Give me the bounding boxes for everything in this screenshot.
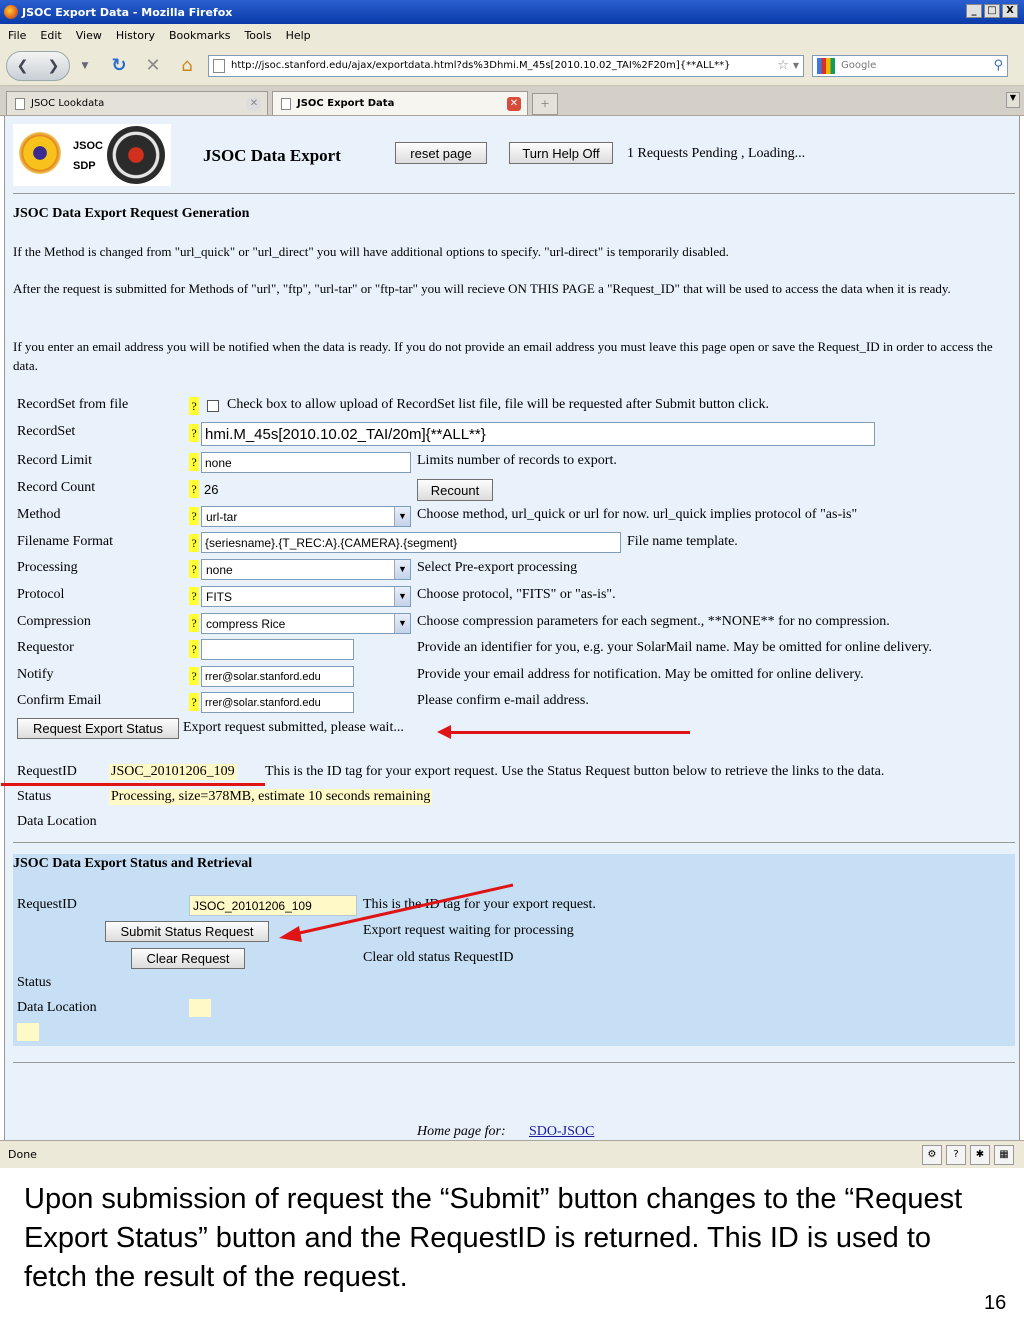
search-placeholder: Google	[841, 60, 877, 71]
tool-icon[interactable]: ✱	[970, 1145, 990, 1165]
request-section-title: JSOC Data Export Request Generation	[13, 206, 250, 221]
processing-description: Select Pre-export processing	[417, 560, 578, 575]
close-window-button[interactable]: X	[1002, 4, 1018, 18]
processing-selected-value: none	[206, 562, 233, 577]
history-dropdown-icon[interactable]: ▼	[81, 60, 89, 71]
status-request-message: Export request waiting for processing	[363, 923, 574, 938]
turn-help-off-button[interactable]: Turn Help Off	[509, 142, 613, 164]
status-requestid-description: This is the ID tag for your export request.	[363, 897, 596, 912]
chevron-down-icon[interactable]: ▼	[394, 587, 410, 606]
back-forward-buttons[interactable]	[6, 51, 70, 81]
page-title: JSOC Data Export	[203, 146, 341, 165]
submit-status-request-button[interactable]: Submit Status Request	[105, 921, 269, 942]
page-content	[4, 116, 1020, 1140]
filename-format-description: File name template.	[627, 534, 738, 549]
help-icon[interactable]: ?	[189, 667, 199, 685]
record-limit-label: Record Limit	[17, 453, 93, 468]
help-icon[interactable]: ?	[189, 560, 199, 578]
info-paragraph: After the request is submitted for Methods of "url", "ftp", "url-tar" or "ftp-tar" you will recieve ON THIS PAGE a "Request_ID" that will be used to access the data when it is ready.	[13, 281, 951, 296]
tab-label: JSOC Export Data	[297, 98, 395, 109]
submit-message: Export request submitted, please wait...	[183, 720, 404, 735]
search-box[interactable]	[812, 55, 1008, 77]
request-export-status-button[interactable]: Request Export Status	[17, 718, 179, 739]
bookmark-star-icon[interactable]: ☆	[777, 58, 789, 73]
annotation-arrow-diagonal	[5, 116, 1021, 1140]
protocol-selected-value: FITS	[206, 589, 232, 604]
compression-description: Choose compression parameters for each segment., **NONE** for no compression.	[417, 614, 890, 629]
address-bar[interactable]	[208, 55, 804, 77]
compression-label: Compression	[17, 614, 91, 629]
data-location-label: Data Location	[17, 814, 97, 829]
menu-history[interactable]: History	[115, 28, 155, 42]
status-value: Processing, size=378MB, estimate 10 seconds remaining	[111, 789, 431, 804]
confirm-email-description: Please confirm e-mail address.	[417, 693, 589, 708]
addon-icon[interactable]: ⚙	[922, 1145, 942, 1165]
page-icon	[213, 59, 225, 73]
image-icon[interactable]: ▦	[994, 1145, 1014, 1165]
reload-icon[interactable]: ↻	[111, 55, 127, 76]
browser-status-bar	[0, 1140, 1024, 1168]
home-icon[interactable]: ⌂	[181, 55, 193, 76]
help-icon[interactable]: ?	[189, 480, 199, 498]
forward-arrow-icon[interactable]: ❯	[47, 57, 60, 74]
confirm-email-label: Confirm Email	[17, 693, 102, 708]
recordset-file-description: Check box to allow upload of RecordSet list file, file will be requested after Submit button click.	[227, 397, 769, 412]
menu-bar	[0, 24, 1024, 46]
method-label: Method	[17, 507, 61, 522]
notify-label: Notify	[17, 667, 54, 682]
filename-format-input[interactable]: {seriesname}.{T_REC:A}.{CAMERA}.{segment}	[201, 532, 621, 553]
help-icon[interactable]: ?	[189, 507, 199, 525]
record-count-label: Record Count	[17, 480, 96, 495]
help-icon[interactable]: ?	[189, 587, 199, 605]
help-icon[interactable]: ?	[189, 397, 199, 415]
compression-selected-value: compress Rice	[206, 616, 286, 631]
google-icon[interactable]	[817, 58, 835, 74]
chevron-down-icon[interactable]: ▼	[394, 507, 410, 526]
help-icon[interactable]: ?	[946, 1145, 966, 1165]
status-section-status-label: Status	[17, 975, 52, 990]
protocol-description: Choose protocol, "FITS" or "as-is".	[417, 587, 616, 602]
tab-label: JSOC Lookdata	[31, 98, 105, 109]
stop-icon[interactable]: ✕	[145, 55, 161, 76]
logo-text: JSOC SDP	[73, 140, 103, 172]
confirm-email-input[interactable]: rrer@solar.stanford.edu	[201, 692, 354, 713]
menu-edit[interactable]: Edit	[40, 28, 62, 42]
filename-format-label: Filename Format	[17, 534, 114, 549]
record-count-value: 26	[204, 482, 219, 497]
clear-request-description: Clear old status RequestID	[363, 950, 514, 965]
page-icon	[15, 98, 25, 110]
help-icon[interactable]: ?	[189, 614, 199, 632]
window-titlebar	[0, 0, 1024, 24]
firefox-icon	[4, 5, 18, 19]
tab-bar	[0, 86, 1024, 116]
processing-label: Processing	[17, 560, 78, 575]
chevron-down-icon[interactable]: ▼	[394, 614, 410, 633]
page-icon	[281, 98, 291, 110]
tab-jsoc-lookdata[interactable]	[6, 91, 268, 115]
url-dropdown-icon[interactable]: ▼	[792, 61, 799, 70]
home-page-label: Home page for:	[417, 1124, 506, 1139]
divider	[13, 1062, 1015, 1063]
method-selected-value: url-tar	[206, 509, 238, 524]
menu-tools[interactable]: Tools	[244, 28, 272, 42]
maximize-button[interactable]: □	[984, 4, 1000, 18]
status-text: Done	[8, 1148, 37, 1161]
requestid-label: RequestID	[17, 764, 77, 779]
requestid-value: JSOC_20101206_109	[111, 764, 235, 779]
notify-email-input[interactable]: rrer@solar.stanford.edu	[201, 666, 354, 687]
record-limit-description: Limits number of records to export.	[417, 453, 617, 468]
help-icon[interactable]: ?	[189, 693, 199, 711]
search-icon[interactable]: ⚲	[993, 58, 1003, 73]
status-requestid-input[interactable]: JSOC_20101206_109	[189, 895, 357, 916]
help-icon[interactable]: ?	[189, 534, 199, 552]
window-title: JSOC Export Data - Mozilla Firefox	[22, 5, 233, 19]
requestid-description: This is the ID tag for your export request. Use the Status Request button below to retrieve the links to the data.	[265, 764, 885, 779]
tab-jsoc-export-data[interactable]	[272, 91, 528, 115]
method-description: Choose method, url_quick or url for now. url_quick implies protocol of "as-is"	[417, 507, 858, 522]
status-section-data-location-label: Data Location	[17, 1000, 97, 1015]
recordset-input[interactable]: hmi.M_45s[2010.10.02_TAI/20m]{**ALL**}	[201, 422, 875, 446]
back-arrow-icon[interactable]: ❮	[16, 57, 29, 74]
recordset-file-label: RecordSet from file	[17, 397, 129, 412]
slide-caption: Upon submission of request the “Submit” button changes to the “Request Export Status” button and the RequestID is returned. This ID is used to fetch the result of the request.	[24, 1183, 963, 1293]
pending-status-text: 1 Requests Pending , Loading...	[627, 146, 806, 161]
info-paragraph: If you enter an email address you will be notified when the data is ready. If you do not provide an email address you must leave this page open or save the Request_ID in order to access the data.	[13, 339, 993, 373]
status-section-title: JSOC Data Export Status and Retrieval	[13, 856, 253, 871]
reset-page-button[interactable]: reset page	[395, 142, 487, 164]
record-limit-input[interactable]: none	[201, 452, 411, 473]
requestor-description: Provide an identifier for you, e.g. your SolarMail name. May be omitted for online delivery.	[417, 640, 933, 655]
minimize-button[interactable]: _	[966, 4, 982, 18]
help-icon[interactable]: ?	[189, 640, 199, 658]
recount-button[interactable]: Recount	[417, 479, 493, 501]
tab-list-dropdown-icon[interactable]: ▼	[1006, 92, 1020, 108]
menu-view[interactable]: View	[75, 28, 102, 42]
clear-request-button[interactable]: Clear Request	[131, 948, 245, 969]
status-label: Status	[17, 789, 52, 804]
close-tab-icon[interactable]: ✕	[247, 97, 261, 111]
navigation-toolbar	[0, 46, 1024, 86]
status-requestid-label: RequestID	[17, 897, 77, 912]
notify-description: Provide your email address for notification. May be omitted for online delivery.	[417, 667, 864, 682]
protocol-label: Protocol	[17, 587, 65, 602]
requestor-label: Requestor	[17, 640, 74, 655]
close-tab-icon[interactable]: ✕	[507, 97, 521, 111]
url-text[interactable]: http://jsoc.stanford.edu/ajax/exportdata.html?ds%3Dhmi.M_45s[2010.10.02_TAI%2F20m]{**ALL**}	[231, 60, 731, 71]
slide-page-number: 16	[984, 1292, 1007, 1314]
sdo-jsoc-link[interactable]: SDO-JSOC	[529, 1124, 595, 1139]
help-icon[interactable]: ?	[189, 453, 199, 471]
new-tab-button[interactable]: +	[532, 93, 558, 115]
info-paragraph: If the Method is changed from "url_quick" or "url_direct" you will have additional options to specify. "url-direct" is temporarily disabled.	[13, 244, 729, 259]
chevron-down-icon[interactable]: ▼	[394, 560, 410, 579]
help-icon[interactable]: ?	[189, 424, 199, 442]
menu-help[interactable]: Help	[285, 28, 311, 42]
menu-bookmarks[interactable]: Bookmarks	[168, 28, 231, 42]
menu-file[interactable]: File	[8, 28, 27, 42]
recordset-label: RecordSet	[17, 424, 76, 439]
